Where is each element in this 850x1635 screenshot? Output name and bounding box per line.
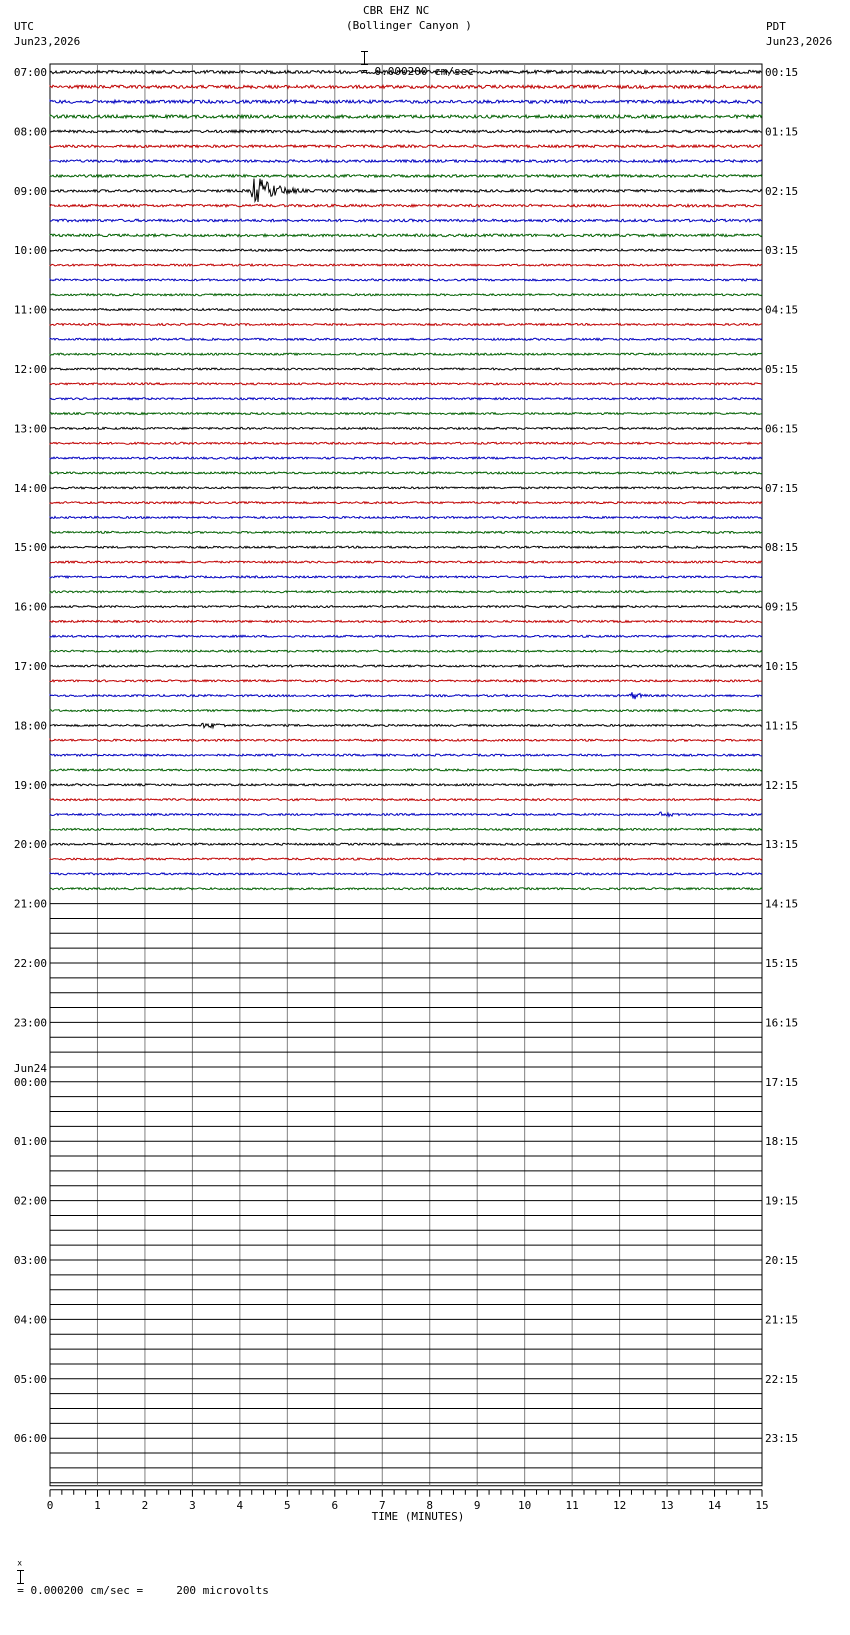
left-hour-label: 01:00 [13,1135,47,1149]
seismic-trace [50,442,762,444]
seismic-trace [50,531,762,533]
x-tick-label: 12 [612,1498,627,1512]
right-hour-label: 17:15 [765,1075,799,1089]
left-hour-label: 21:00 [13,897,47,911]
seismic-trace [50,324,762,326]
station-title: CBR EHZ NC [363,4,430,17]
right-hour-label: 18:15 [765,1135,799,1149]
seismic-trace [50,130,762,133]
seismic-trace [50,784,762,786]
seismic-trace [50,591,762,593]
left-hour-label: 11:00 [13,303,47,317]
seismic-trace [50,219,762,222]
left-hour-label: 17:00 [13,660,47,673]
left-hour-label: 15:00 [13,541,47,555]
seismic-trace [50,754,762,756]
seismic-trace [50,606,762,608]
right-hour-label: 04:15 [765,303,799,317]
seismic-trace [50,368,762,370]
left-hour-labels [14,66,47,1445]
seismic-trace [50,160,762,163]
right-hour-label: 14:15 [765,897,799,911]
seismic-trace [50,812,762,816]
plot-grid [50,64,762,1486]
seismic-trace [50,692,762,699]
x-tick-label: 13 [660,1498,674,1512]
right-hour-label: 16:15 [765,1016,799,1030]
right-hour-labels [765,66,798,1445]
right-hour-label: 07:15 [765,481,799,495]
right-hour-label: 01:15 [765,125,799,139]
seismic-trace [50,650,762,652]
left-hour-label: 23:00 [13,1016,47,1030]
right-hour-label: 23:15 [765,1432,799,1446]
left-hour-label: 07:00 [13,66,47,79]
x-tick-label: 15 [755,1498,769,1512]
left-hour-label: 04:00 [13,1313,47,1327]
left-date: Jun23,2026 [14,35,81,48]
right-hour-label: 06:15 [765,422,799,436]
seismic-trace [50,353,762,355]
right-hour-label: 09:15 [765,600,799,614]
seismic-trace [50,279,762,281]
right-hour-label: 08:15 [765,541,799,555]
seismic-trace [50,680,762,682]
seismic-trace [50,576,762,578]
seismic-trace [50,769,762,771]
right-hour-label: 22:15 [765,1372,799,1386]
seismic-trace [50,517,762,519]
seismic-trace [50,338,762,340]
seismic-trace [50,561,762,563]
seismic-trace [50,294,762,296]
left-hour-label: 05:00 [13,1372,47,1386]
seismic-trace [50,204,762,207]
seismic-trace [50,873,762,875]
x-tick-label: 4 [236,1498,244,1512]
seismic-trace [50,309,762,311]
x-tick-label: 3 [189,1498,196,1512]
right-hour-label: 02:15 [765,184,799,198]
seismic-trace [50,115,762,118]
left-hour-label: 03:00 [13,1254,47,1267]
x-tick-label: 1 [94,1498,101,1512]
seismic-trace [50,502,762,504]
x-tick-label: 10 [518,1498,532,1512]
seismic-trace [50,383,762,385]
seismic-trace [50,799,762,801]
seismic-trace [50,179,762,203]
x-tick-label: 11 [565,1498,579,1512]
left-hour-label: 02:00 [13,1194,47,1208]
left-hour-label: 20:00 [13,838,47,852]
seismic-trace [50,739,762,741]
x-tick-label: 6 [331,1498,339,1512]
left-hour-label: 00:00 [13,1075,47,1089]
left-hour-label: 09:00 [13,184,47,198]
seismic-trace [50,100,762,103]
seismic-traces [50,70,762,1482]
date-change-label: Jun24 [13,1061,47,1075]
left-hour-label: 12:00 [13,363,47,376]
seismic-trace [50,175,762,178]
station-location: (Bollinger Canyon ) [346,19,472,32]
left-hour-label: 08:00 [13,125,47,139]
seismic-trace [50,665,762,667]
footer-scale-value: = 0.000200 cm/sec = 200 microvolts [17,1583,269,1597]
left-timezone: UTC [14,20,34,33]
seismic-trace [50,487,762,489]
plot-frame [50,64,762,1486]
x-tick-label: 14 [707,1498,722,1512]
right-hour-label: 19:15 [765,1194,799,1208]
x-axis [47,1490,769,1512]
seismic-trace [50,888,762,890]
seismic-trace [50,427,762,429]
seismic-trace [50,472,762,474]
seismic-trace [50,457,762,459]
seismic-trace [50,546,762,548]
seismic-trace [50,635,762,637]
right-timezone: PDT [766,20,786,33]
right-hour-label: 15:15 [765,957,799,970]
seismic-trace [50,723,762,727]
right-hour-label: 10:15 [765,660,799,673]
seismic-trace [50,264,762,266]
seismic-trace [50,85,762,88]
right-hour-label: 05:15 [765,363,799,376]
x-tick-label: 7 [378,1498,386,1512]
seismic-trace [50,398,762,400]
seismic-trace [50,828,762,830]
left-hour-label: 13:00 [13,422,47,436]
right-hour-label: 12:15 [765,778,799,792]
seismic-trace [50,70,762,73]
right-hour-label: 20:15 [765,1254,799,1267]
right-hour-label: 03:15 [765,244,799,258]
footer-marker-icon: x [17,1558,23,1568]
seismic-trace [50,858,762,860]
right-hour-label: 11:15 [765,719,799,733]
right-date: Jun23,2026 [766,35,833,48]
seismic-trace [50,249,762,251]
seismic-trace [50,843,762,845]
x-tick-label: 5 [284,1498,291,1512]
left-hour-label: 19:00 [13,778,47,792]
footer-scale [4,1543,269,1597]
left-hour-label: 10:00 [13,244,47,258]
scale-value: = 0.000200 cm/sec [361,65,474,78]
right-hour-label: 21:15 [765,1313,799,1327]
x-tick-label: 9 [473,1498,481,1512]
seismic-trace [50,621,762,623]
seismic-trace [50,234,762,237]
left-hour-label: 22:00 [13,957,47,970]
seismic-trace [50,413,762,415]
x-tick-label: 2 [141,1498,149,1512]
x-tick-label: 8 [426,1498,434,1512]
right-hour-label: 13:15 [765,838,799,852]
left-hour-label: 14:00 [13,481,47,495]
left-hour-label: 06:00 [13,1432,47,1446]
left-hour-label: 18:00 [13,719,47,733]
footer-scale-bar-icon [17,1570,25,1584]
right-hour-label: 00:15 [765,66,799,79]
x-tick-label: 0 [46,1498,54,1512]
seismic-trace [50,710,762,712]
x-axis-label: TIME (MINUTES) [371,1509,465,1523]
seismic-trace [50,145,762,148]
left-hour-label: 16:00 [13,600,47,614]
